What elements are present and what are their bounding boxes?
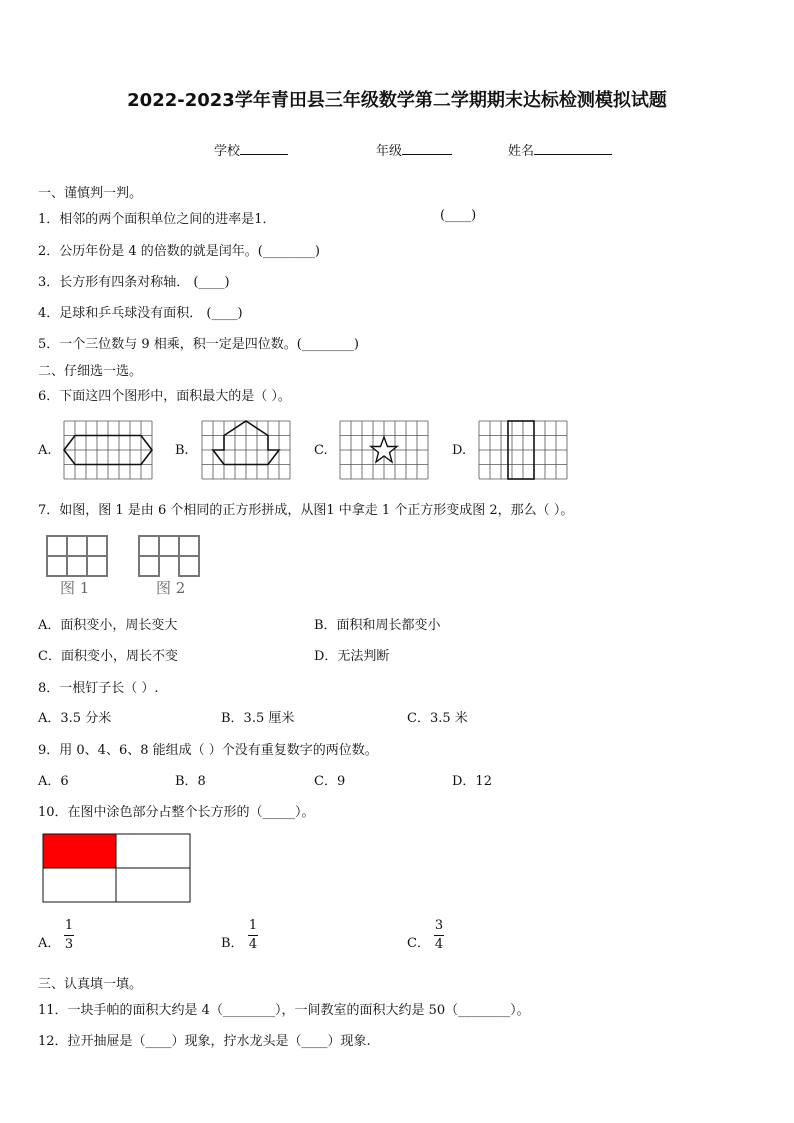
question-1-answer-blank[interactable]: (____) — [440, 208, 477, 223]
section-3-heading: 三、认真填一填。 — [38, 977, 143, 992]
question-1: 1．相邻的两个面积单位之间的进率是1． — [38, 212, 276, 227]
grid-lines — [479, 421, 567, 479]
q6-figure-d — [479, 421, 567, 479]
section-1-heading: 一、谨慎判一判。 — [38, 186, 143, 201]
school-field — [214, 140, 288, 159]
q8-option-a[interactable]: A．3.5 分米 — [38, 711, 112, 726]
q10-option-b[interactable]: B． — [221, 936, 244, 951]
question-7: 7．如图，图 1 是由 6 个相同的正方形拼成，从图1 中拿走 1 个正方形变成图 2，那么（ ）。 — [38, 503, 574, 518]
school-label: 学校 — [214, 144, 241, 159]
name-field — [508, 140, 612, 159]
q8-option-b[interactable]: B．3.5 厘米 — [221, 711, 295, 726]
q6-option-b[interactable]: B. — [175, 443, 189, 458]
q7-option-a[interactable]: A．面积变小，周长变大 — [38, 618, 178, 633]
name-label: 姓名 — [508, 144, 535, 159]
q10-option-b-fraction — [246, 918, 260, 953]
q10-option-c-fraction — [432, 918, 446, 953]
grid-lines — [64, 421, 152, 479]
numerator: 1 — [64, 918, 74, 933]
q9-option-d[interactable]: D．12 — [452, 774, 492, 789]
question-3: 3．长方形有四条对称轴． (____) — [38, 275, 230, 290]
q9-option-a[interactable]: A．6 — [38, 774, 69, 789]
grade-label: 年级 — [376, 144, 403, 159]
q9-option-c[interactable]: C．9 — [314, 774, 346, 789]
q10-option-a-fraction — [62, 918, 76, 953]
q6-option-d[interactable]: D. — [452, 443, 467, 458]
q9-option-b[interactable]: B．8 — [175, 774, 206, 789]
question-9: 9．用 0、4、6、8 能组成（ ）个没有重复数字的两位数。 — [38, 743, 378, 758]
grade-field — [376, 140, 452, 159]
question-2: 2．公历年份是 4 的倍数的就是闰年。(________) — [38, 244, 320, 259]
q6-option-c[interactable]: C. — [314, 443, 328, 458]
page-title: 2022-2023学年青田县三年级数学第二学期期末达标检测模拟试题 — [127, 90, 667, 111]
denominator: 3 — [64, 937, 74, 952]
school-blank[interactable] — [240, 142, 288, 155]
grade-blank[interactable] — [402, 142, 452, 155]
q10-option-c[interactable]: C． — [407, 936, 430, 951]
question-5: 5．一个三位数与 9 相乘，积一定是四位数。(________) — [38, 337, 359, 352]
q7-figure-1-label: 图 1 — [60, 579, 90, 597]
section-2-heading: 二、仔细选一选。 — [38, 364, 143, 379]
q7-option-b[interactable]: B．面积和周长都变小 — [314, 618, 441, 633]
q7-figure-2-label: 图 2 — [156, 579, 186, 597]
q6-option-a[interactable]: A. — [38, 443, 52, 458]
numerator: 1 — [248, 918, 258, 933]
numerator: 3 — [434, 918, 444, 933]
q7-option-c[interactable]: C．面积变小，周长不变 — [38, 649, 178, 664]
q7-figure-2 — [138, 535, 200, 577]
name-blank[interactable] — [534, 142, 612, 155]
shaded-cell — [43, 834, 116, 868]
question-10: 10．在图中涂色部分占整个长方形的（_____）。 — [38, 805, 315, 820]
q6-figure-a — [64, 421, 152, 479]
question-4: 4．足球和乒乓球没有面积． (____) — [38, 306, 243, 321]
denominator: 4 — [248, 937, 258, 952]
question-12: 12．拉开抽屉是（____）现象，拧水龙头是（____）现象. — [38, 1034, 371, 1049]
question-11: 11．一块手帕的面积大约是 4（________），一间教室的面积大约是 50（________）。 — [38, 1003, 530, 1018]
q7-figure-1 — [46, 535, 108, 577]
q7-option-d[interactable]: D．无法判断 — [314, 649, 390, 664]
denominator: 4 — [434, 937, 444, 952]
q6-figure-b — [202, 421, 290, 479]
question-6: 6．下面这四个图形中，面积最大的是（ ）。 — [38, 389, 291, 404]
q10-rectangle-figure — [42, 833, 192, 903]
q6-figure-c — [340, 421, 428, 479]
q8-option-c[interactable]: C．3.5 米 — [407, 711, 468, 726]
question-8: 8．一根钉子长（ ）. — [38, 681, 159, 696]
q10-option-a[interactable]: A． — [38, 936, 61, 951]
